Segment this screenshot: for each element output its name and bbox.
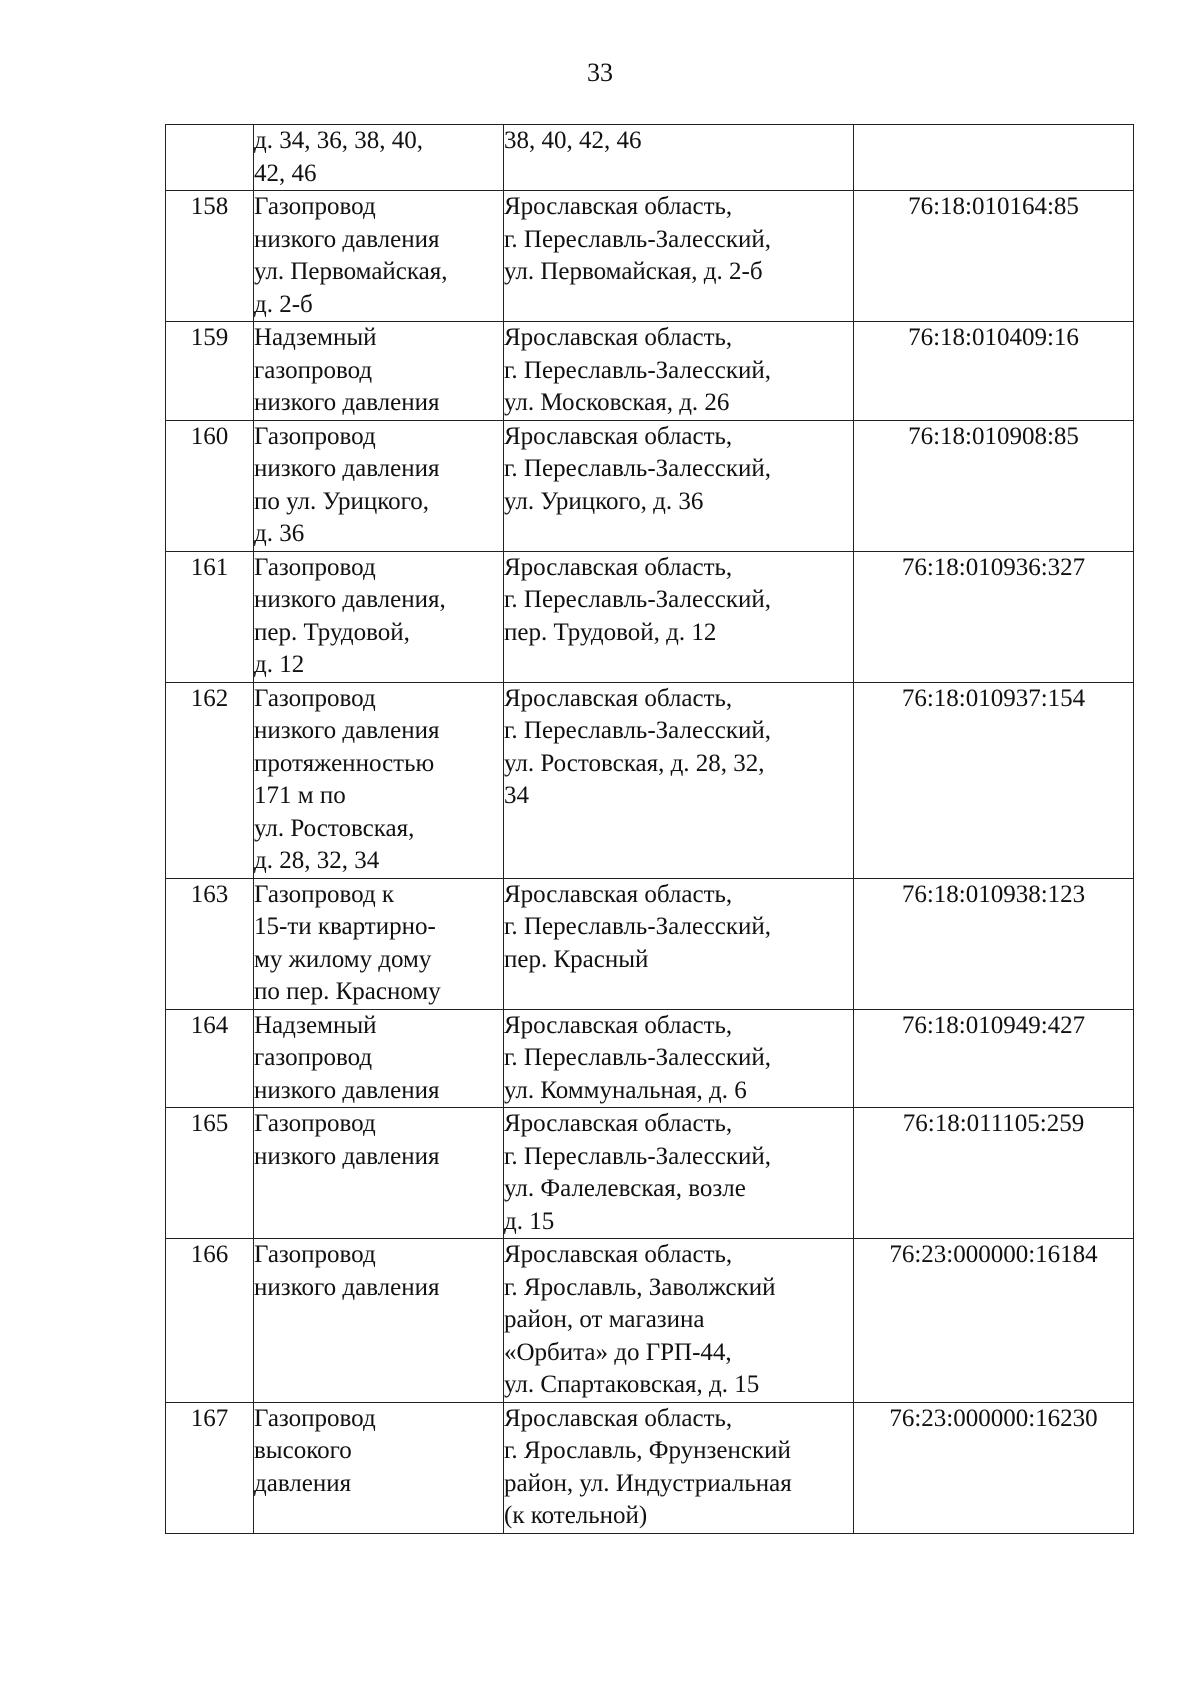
cadastral-number bbox=[854, 1239, 1134, 1403]
object-name-line: Газопровод bbox=[254, 553, 376, 581]
row-number-text: 165 bbox=[190, 1110, 229, 1137]
object-name bbox=[254, 551, 504, 682]
cadastral-number bbox=[854, 551, 1134, 682]
object-address-line: Ярославская область, bbox=[504, 553, 733, 581]
cadastral-number-text: 76:18:010908:85 bbox=[908, 422, 1079, 450]
object-name-line: му жилому дому bbox=[254, 945, 432, 973]
object-name-line: низкого давления bbox=[254, 1273, 440, 1301]
object-address-line: ул. Урицкого, д. 36 bbox=[504, 487, 704, 515]
cadastral-number bbox=[854, 191, 1134, 322]
object-address-line: Ярославская область, bbox=[504, 684, 733, 712]
object-address-line: Ярославская область, bbox=[504, 880, 733, 908]
object-name bbox=[254, 322, 504, 421]
cadastral-number-text: 76:18:010938:123 bbox=[901, 880, 1086, 908]
object-address-line: Ярославская область, bbox=[504, 1011, 733, 1039]
object-name-line: 15-ти квартирно- bbox=[254, 913, 436, 940]
object-name-line: Газопровод bbox=[254, 422, 376, 450]
row-number-text: 161 bbox=[190, 553, 229, 581]
object-name-line: Газопровод bbox=[254, 193, 376, 220]
object-address-line: ул. Фалелевская, возле bbox=[504, 1175, 746, 1202]
row-number-text: 162 bbox=[190, 684, 229, 712]
object-name-line: Газопровод bbox=[254, 684, 376, 712]
object-name-line: низкого давления bbox=[254, 717, 440, 744]
object-name-line: низкого давления bbox=[254, 1142, 440, 1170]
table-row bbox=[166, 191, 1134, 322]
object-address-line: г. Ярославль, Фрунзенский bbox=[504, 1437, 791, 1464]
object-name-line: давления bbox=[254, 1469, 352, 1497]
object-address-line: г. Переславль-Залесский, bbox=[504, 225, 772, 253]
object-name-line: д. 36 bbox=[254, 520, 305, 547]
object-name bbox=[254, 1239, 504, 1403]
object-name-line: 171 м по bbox=[254, 782, 346, 809]
object-address-line: г. Ярославль, Заволжский bbox=[504, 1273, 776, 1301]
table-row bbox=[166, 125, 1134, 191]
object-address-line: Ярославская область, bbox=[504, 193, 733, 220]
object-address-line: г. Переславль-Залесский, bbox=[504, 586, 772, 613]
object-address bbox=[504, 682, 854, 878]
object-name bbox=[254, 682, 504, 878]
cadastral-number-text: 76:18:010936:327 bbox=[901, 553, 1086, 581]
table-row bbox=[166, 551, 1134, 682]
row-number-text: 167 bbox=[190, 1404, 229, 1432]
table-row bbox=[166, 322, 1134, 421]
object-address-line: г. Переславль-Залесский, bbox=[504, 717, 772, 744]
row-number bbox=[166, 1239, 254, 1403]
object-name-line: д. 34, 36, 38, 40, bbox=[254, 127, 423, 154]
object-address-line: ул. Ростовская, д. 28, 32, bbox=[504, 749, 765, 777]
object-name-line: низкого давления bbox=[254, 225, 440, 253]
object-address bbox=[504, 322, 854, 421]
object-name-line: ул. Первомайская, bbox=[254, 258, 448, 285]
object-address-line: пер. Красный bbox=[504, 945, 649, 973]
row-number-text: 158 bbox=[190, 193, 229, 220]
cadastral-number bbox=[854, 1108, 1134, 1239]
object-name-line: д. 28, 32, 34 bbox=[254, 847, 380, 874]
object-address-line: г. Переславль-Залесский, bbox=[504, 1044, 772, 1071]
object-address-line: Ярославская область, bbox=[504, 1110, 733, 1137]
cadastral-number bbox=[854, 682, 1134, 878]
object-name bbox=[254, 1402, 504, 1533]
object-name-line: Газопровод к bbox=[254, 880, 395, 908]
row-number-text: 163 bbox=[190, 880, 229, 908]
table-row bbox=[166, 878, 1134, 1009]
row-number-text: 160 bbox=[190, 422, 229, 450]
cadastral-number-text: 76:18:011105:259 bbox=[902, 1110, 1085, 1137]
object-name bbox=[254, 125, 504, 191]
object-address bbox=[504, 420, 854, 551]
object-name-line: высокого bbox=[254, 1437, 352, 1464]
object-address-line: район, от магазина bbox=[504, 1306, 705, 1333]
object-name-line: пер. Трудовой, bbox=[254, 618, 410, 646]
object-name-line: по пер. Красному bbox=[254, 978, 441, 1005]
object-address-line: район, ул. Индустриальная bbox=[504, 1469, 792, 1497]
object-address-line: 34 bbox=[504, 782, 529, 809]
cadastral-number-text: 76:18:010409:16 bbox=[908, 324, 1079, 351]
object-name-line: Надземный bbox=[254, 324, 377, 351]
row-number bbox=[166, 551, 254, 682]
object-address-line: Ярославская область, bbox=[504, 1404, 733, 1432]
row-number bbox=[166, 1009, 254, 1108]
object-name-line: протяженностью bbox=[254, 749, 435, 777]
row-number bbox=[166, 125, 254, 191]
object-name bbox=[254, 420, 504, 551]
row-number bbox=[166, 1108, 254, 1239]
cadastral-number-text: 76:23:000000:16230 bbox=[889, 1404, 1098, 1432]
row-number bbox=[166, 420, 254, 551]
object-address bbox=[504, 125, 854, 191]
table-row bbox=[166, 420, 1134, 551]
object-address-line: Ярославская область, bbox=[504, 324, 733, 351]
object-address-line: ул. Первомайская, д. 2-б bbox=[504, 258, 763, 285]
object-name-line: Газопровод bbox=[254, 1241, 376, 1268]
object-name-line: Газопровод bbox=[254, 1404, 376, 1432]
object-name-line: по ул. Урицкого, bbox=[254, 487, 430, 515]
object-name-line: 42, 46 bbox=[254, 159, 317, 187]
object-address-line: ул. Коммунальная, д. 6 bbox=[504, 1076, 747, 1104]
row-number bbox=[166, 322, 254, 421]
object-address-line: пер. Трудовой, д. 12 bbox=[504, 618, 717, 646]
page-number: 33 bbox=[587, 58, 613, 87]
object-name-line: низкого давления bbox=[254, 389, 440, 416]
object-address-line: д. 15 bbox=[504, 1207, 555, 1235]
object-address-line: Ярославская область, bbox=[504, 422, 733, 450]
object-address-line: г. Переславль-Залесский, bbox=[504, 1142, 772, 1170]
row-number bbox=[166, 682, 254, 878]
table-row bbox=[166, 682, 1134, 878]
object-name bbox=[254, 1009, 504, 1108]
object-name-line: ул. Ростовская, bbox=[254, 814, 415, 842]
object-address bbox=[504, 551, 854, 682]
object-address bbox=[504, 1009, 854, 1108]
object-address-line: г. Переславль-Залесский, bbox=[504, 913, 772, 940]
table-row bbox=[166, 1239, 1134, 1403]
object-address-line: «Орбита» до ГРП-44, bbox=[504, 1338, 732, 1366]
row-number-text: 159 bbox=[190, 324, 229, 351]
object-address bbox=[504, 1108, 854, 1239]
object-name-line: газопровод bbox=[254, 356, 373, 384]
cadastral-number-text: 76:18:010937:154 bbox=[901, 684, 1086, 712]
cadastral-number bbox=[854, 1009, 1134, 1108]
object-address bbox=[504, 878, 854, 1009]
row-number-text: 164 bbox=[190, 1011, 229, 1039]
cadastral-number-text: 76:18:010949:427 bbox=[901, 1011, 1086, 1039]
object-name bbox=[254, 1108, 504, 1239]
row-number bbox=[166, 878, 254, 1009]
object-name-line: Газопровод bbox=[254, 1110, 376, 1137]
table-row bbox=[166, 1402, 1134, 1533]
object-address-line: г. Переславль-Залесский, bbox=[504, 356, 772, 384]
object-address-line: ул. Спартаковская, д. 15 bbox=[504, 1371, 760, 1398]
object-name-line: низкого давления bbox=[254, 1076, 440, 1104]
cadastral-number-text: 76:18:010164:85 bbox=[908, 193, 1079, 220]
object-name bbox=[254, 878, 504, 1009]
object-name-line: газопровод bbox=[254, 1044, 373, 1071]
object-name-line: д. 2-б bbox=[254, 290, 313, 318]
object-address-line: (к котельной) bbox=[504, 1502, 648, 1529]
object-name-line: Надземный bbox=[254, 1011, 377, 1039]
object-name-line: низкого давления, bbox=[254, 586, 446, 613]
object-address-line: ул. Московская, д. 26 bbox=[504, 389, 730, 416]
row-number bbox=[166, 1402, 254, 1533]
object-address-line: 38, 40, 42, 46 bbox=[504, 127, 642, 154]
cadastral-number bbox=[854, 1402, 1134, 1533]
row-number bbox=[166, 191, 254, 322]
cadastral-number bbox=[854, 878, 1134, 1009]
registry-body bbox=[166, 125, 1134, 1534]
object-name-line: низкого давления bbox=[254, 455, 440, 482]
object-name bbox=[254, 191, 504, 322]
object-address-line: Ярославская область, bbox=[504, 1241, 733, 1268]
cadastral-number-text: 76:23:000000:16184 bbox=[889, 1241, 1098, 1268]
object-address bbox=[504, 1402, 854, 1533]
object-address bbox=[504, 191, 854, 322]
cadastral-number bbox=[854, 125, 1134, 191]
row-number-text: 166 bbox=[190, 1241, 229, 1268]
object-name-line: д. 12 bbox=[254, 651, 305, 678]
cadastral-number bbox=[854, 420, 1134, 551]
table-row bbox=[166, 1108, 1134, 1239]
table-row bbox=[166, 1009, 1134, 1108]
object-address bbox=[504, 1239, 854, 1403]
cadastral-number bbox=[854, 322, 1134, 421]
object-address-line: г. Переславль-Залесский, bbox=[504, 455, 772, 482]
gas-pipeline-registry-table bbox=[165, 124, 1134, 1534]
